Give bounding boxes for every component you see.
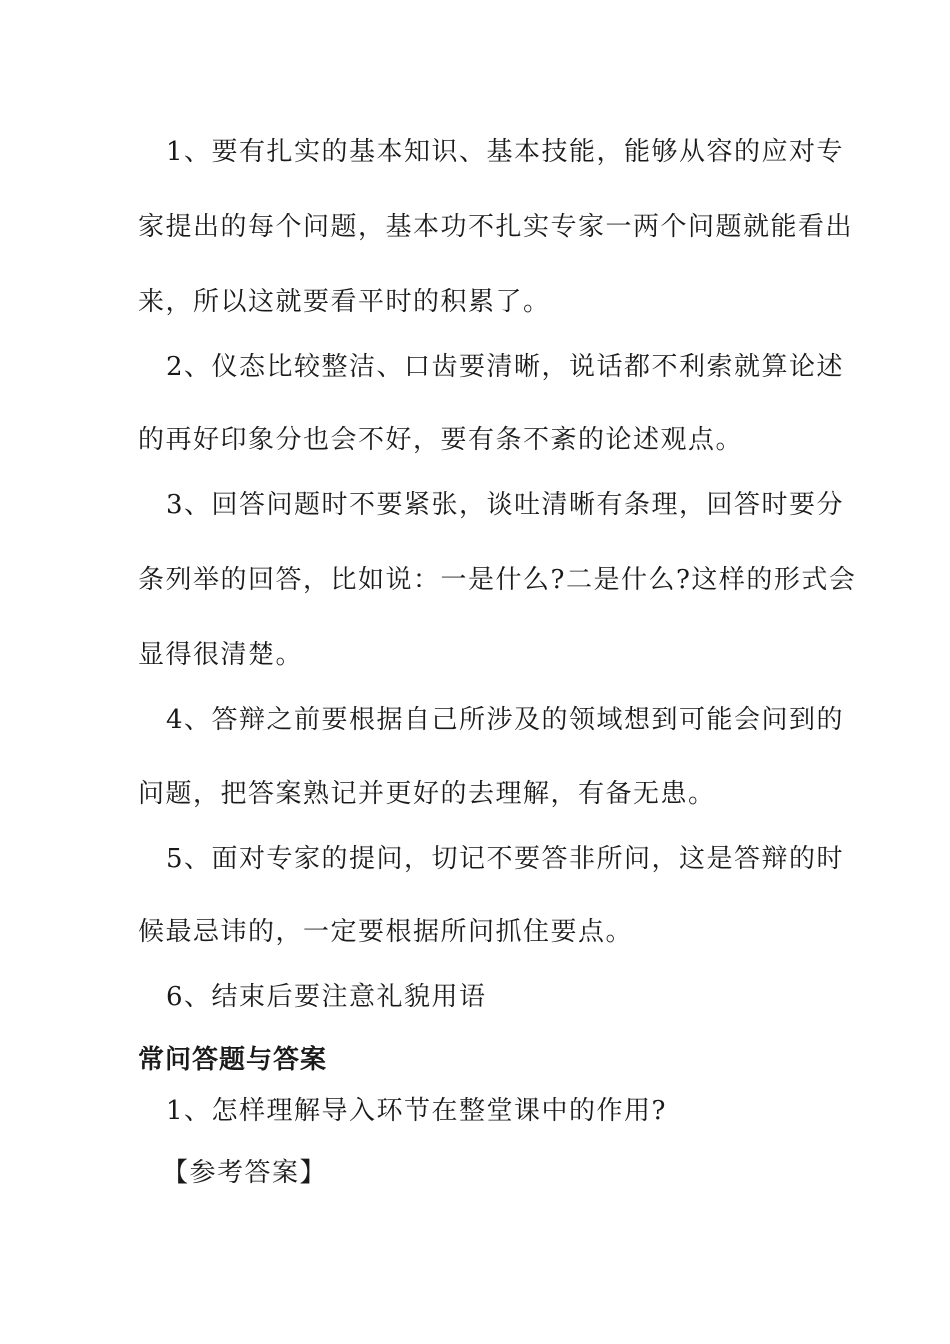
paragraph-3-line-2: 条列举的回答，比如说：一是什么?二是什么?这样的形式会 bbox=[138, 565, 857, 595]
paragraph-2-line-1: 2、仪态比较整洁、口齿要清晰，说话都不利索就算论述 bbox=[166, 352, 845, 382]
paragraph-1-line-1: 1、要有扎实的基本知识、基本技能，能够从容的应对专 bbox=[166, 137, 845, 167]
paragraph-1-line-2: 家提出的每个问题，基本功不扎实专家一两个问题就能看出 bbox=[138, 212, 854, 242]
paragraph-1-line-3: 来，所以这就要看平时的积累了。 bbox=[138, 287, 551, 317]
paragraph-2-line-2: 的再好印象分也会不好，要有条不紊的论述观点。 bbox=[138, 425, 744, 455]
paragraph-6-line-1: 6、结束后要注意礼貌用语 bbox=[166, 982, 487, 1012]
paragraph-5-line-2: 候最忌讳的，一定要根据所问抓住要点。 bbox=[138, 917, 634, 947]
paragraph-4-line-1: 4、答辩之前要根据自己所涉及的领域想到可能会问到的 bbox=[166, 705, 845, 735]
section-heading: 常问答题与答案 bbox=[138, 1045, 328, 1075]
paragraph-3-line-3: 显得很清楚。 bbox=[138, 640, 304, 670]
paragraph-4-line-2: 问题，把答案熟记并更好的去理解，有备无患。 bbox=[138, 779, 716, 809]
answer-label: 【参考答案】 bbox=[162, 1158, 328, 1188]
question-1: 1、怎样理解导入环节在整堂课中的作用? bbox=[166, 1096, 667, 1126]
paragraph-5-line-1: 5、面对专家的提问，切记不要答非所问，这是答辩的时 bbox=[166, 844, 845, 874]
paragraph-3-line-1: 3、回答问题时不要紧张，谈吐清晰有条理，回答时要分 bbox=[166, 490, 845, 520]
